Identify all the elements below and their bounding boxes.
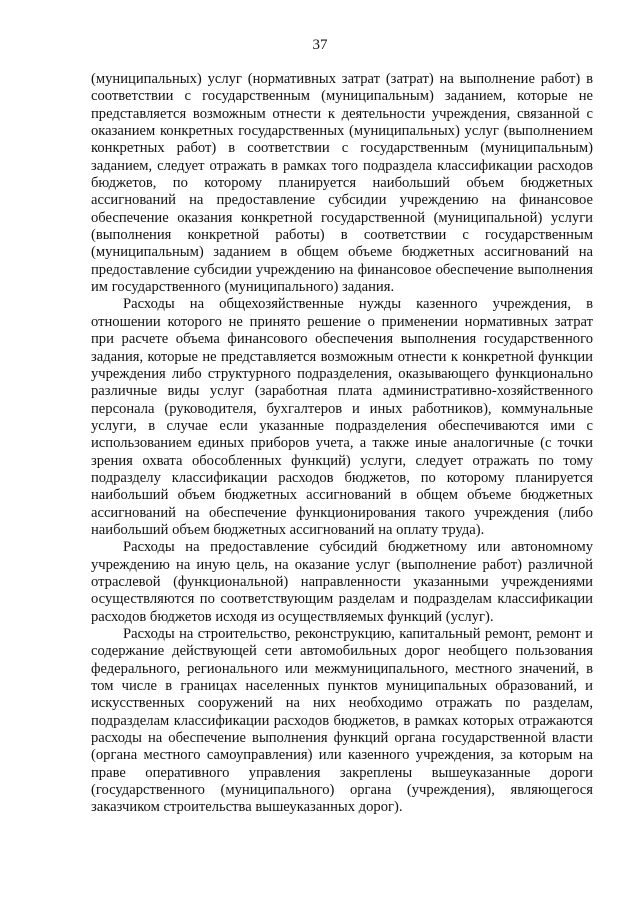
paragraph-continuation: (муниципальных) услуг (нормативных затрат (затрат) на выполнение работ) в соответствии с государственным (муниципальным) заданием, которые не представляется возможным отнести к деятельности учреждения, связанной с оказанием конкретных государственных (муниципальных) услуг (выполнением конкретных работ) в соответствии с государственным (муниципальным) заданием, следует отражать в рамках того подраздела классификации расходов бюджетов, по которому планируется наибольший объем бюджетных ассигнований на предоставление субсидии учреждению на финансовое обеспечение оказания конкретной государственной (муниципальной) услуги (выполнения конкретной работы) в соответствии с государственным (муниципальным) заданием в общем объеме бюджетных ассигнований на предоставление субсидии учреждению на финансовое обеспечение выполнения им государственного (муниципального) задания.: [91, 71, 593, 296]
page-number: 37: [312, 37, 328, 53]
paragraph-road-construction: Расходы на строительство, реконструкцию, капитальный ремонт, ремонт и содержание действующей сети автомобильных дорог необщего пользования федерального, регионального или межмуниципального, местного значений, в том числе в границах населенных пунктов муниципальных образований, и искусственных сооружений на них необходимо отражать по разделам, подразделам классификации расходов бюджетов, в рамках которых отражаются расходы на обеспечение выполнения функций органа государственной власти (органа местного самоуправления) или казенного учреждения, за которым на праве оперативного управления закреплены вышеуказанные дороги (государственного (муниципального) органа (учреждения), являющегося заказчиком строительства вышеуказанных дорог).: [91, 626, 593, 816]
document-body: [91, 71, 593, 817]
paragraph-subsidies: Расходы на предоставление субсидий бюджетному или автономному учреждению на иную цель, на оказание услуг (выполнение работ) различной отраслевой (функциональной) направленности указанными учреждениями осуществляются по соответствующим разделам и подразделам классификации расходов бюджетов исходя из осуществляемых функций (услуг).: [91, 539, 593, 625]
paragraph-household-expenses: Расходы на общехозяйственные нужды казенного учреждения, в отношении которого не принято решение о применении нормативных затрат при расчете объема финансового обеспечения выполнения государственного задания, которые не представляется возможным отнести к конкретной функции учреждения либо структурного подразделения, оказывающего функционально различные виды услуг (заработная плата административно-хозяйственного персонала (руководителя, бухгалтеров и иных работников), коммунальные услуги, в случае если указанные подразделения обеспечиваются ими с использованием единых приборов учета, а также иные аналогичные (с точки зрения охвата обособленных функций) услуги, следует отражать по тому подразделу классификации расходов бюджетов, по которому планируется наибольший объем бюджетных ассигнований в общем объеме бюджетных ассигнований на обеспечение функционирования такого учреждения (либо наибольший объем бюджетных ассигнований на оплату труда).: [91, 296, 593, 538]
